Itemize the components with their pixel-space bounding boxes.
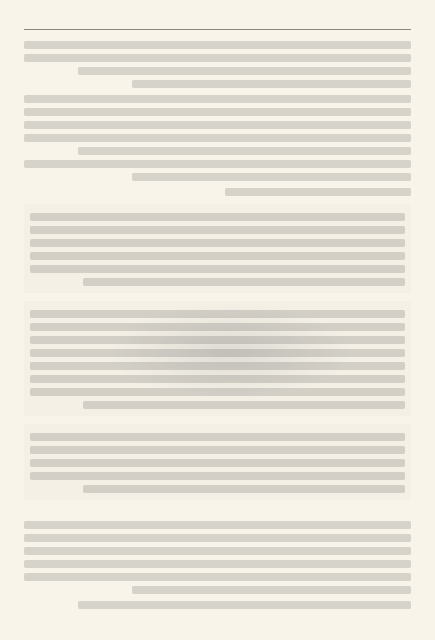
paragraph-2 <box>24 95 411 181</box>
paragraph-3 <box>24 521 411 594</box>
quote-intro <box>24 188 411 196</box>
paragraph-1 <box>24 41 411 88</box>
page-number <box>28 614 52 630</box>
running-header <box>24 11 411 30</box>
footnote-area <box>24 601 411 609</box>
quote-block-1 <box>24 204 411 293</box>
page-content <box>24 36 411 612</box>
quote-block-2 <box>24 301 411 416</box>
quote-block-3 <box>24 424 411 500</box>
